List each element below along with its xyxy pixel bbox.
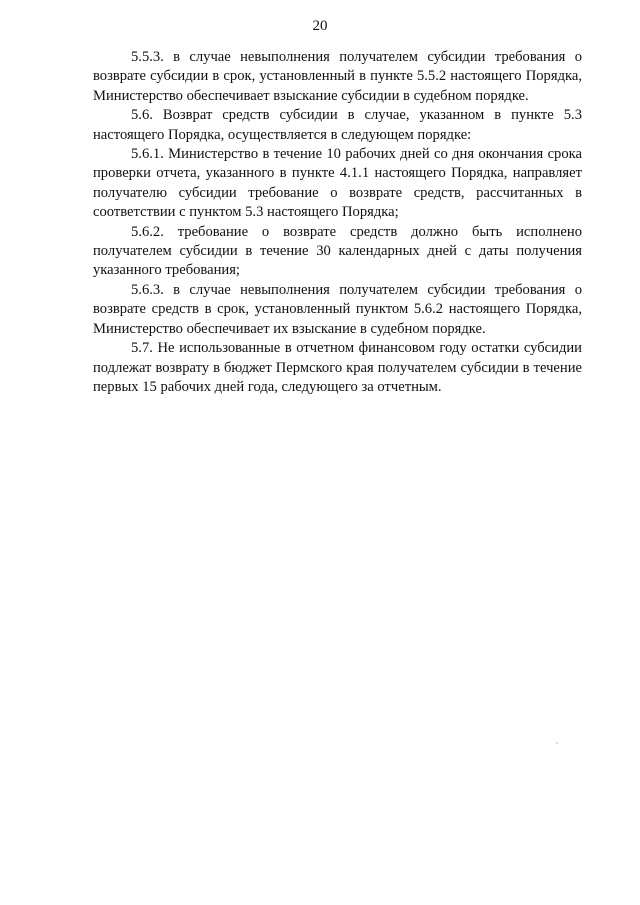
paragraph-5-5-3: 5.5.3. в случае невыполнения получателем субсидии требования о возврате субсидии в срок, установленный в пункте 5.5.2 настоящего Порядка, Министерство обеспечивает взыскание субсидии в судебном порядке. xyxy=(93,49,582,104)
paragraph-5-6-2: 5.6.2. требование о возврате средств должно быть исполнено получателем субсидии в течение 30 календарных дней с даты получения указанного требования; xyxy=(93,223,582,279)
page-number: 20 xyxy=(312,18,328,34)
paragraph-5-7: 5.7. Не использованные в отчетном финансовом году остатки субсидии подлежат возврату в бюджет Пермского края получателем субсидии в течение первых 15 рабочих дней года, следующего за отчетным. xyxy=(93,340,582,395)
paragraph-5-6-3: 5.6.3. в случае невыполнения получателем субсидии требования о возврате средств в срок, установленный пунктом 5.6.2 настоящего Порядка, Министерство обеспечивает их взыскание в судебном порядке. xyxy=(93,281,582,337)
scan-speck xyxy=(556,742,558,744)
paragraph-5-6: 5.6. Возврат средств субсидии в случае, указанном в пункте 5.3 настоящего Порядка, осуществляется в следующем порядке: xyxy=(93,107,582,143)
paragraph-5-6-1: 5.6.1. Министерство в течение 10 рабочих дней со дня окончания срока проверки отчета, указанного в пункте 4.1.1 настоящего Порядка, направляет получателю субсидии требование о возврате средств, рассчитанных в соответствии с пунктом 5.3 настоящего Порядка; xyxy=(93,146,582,221)
document-body xyxy=(93,48,582,397)
